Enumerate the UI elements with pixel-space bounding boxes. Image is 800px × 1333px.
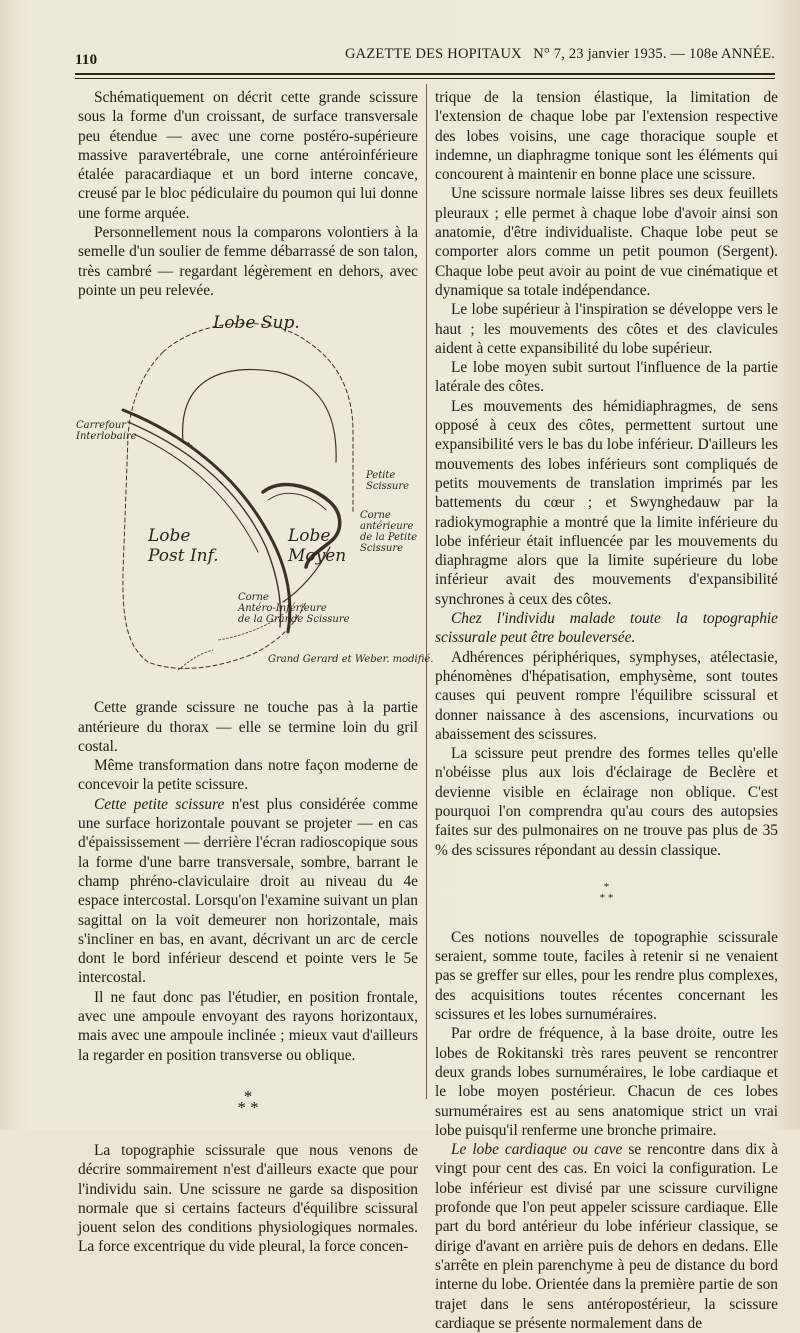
label-carrefour: Carrefour Interlobaire: [76, 420, 137, 443]
header-rule-thick: [75, 73, 775, 75]
paragraph: Schématiquement on décrit cette grande scissure sous la forme d'un croissant, de surface transversale peu étendue — avec une corne postéro-supérieure massive paravertébrale, une corne antéroinférieure étalée paracardiaque et un bord interne concave, creusé par le bloc pédiculaire du poumon qui lui donne une forme arquée.: [78, 89, 418, 222]
paragraph: Chez l'individu malade toute la topographie scissurale peut être bouleversée.: [435, 610, 778, 647]
page-number: 110: [75, 52, 98, 68]
lung-diagram: [68, 302, 418, 692]
label-corne-antero-inf: Corne Antéro-Inférieure de la Grande Scissure: [238, 592, 350, 626]
issue-info: N° 7, 23 janvier 1935. — 108e ANNÉE.: [533, 46, 775, 62]
paragraph: Ces notions nouvelles de topographie scissurale seraient, somme toute, faciles à retenir si ne venaient pas se greffer sur elles, pour les rendre plus complexes, des acquisitions toutes récentes concernant les scissures et les lobes surnuméraires.: [435, 928, 778, 1024]
figure-credit: Grand Gerard et Weber. modifié.: [268, 654, 434, 666]
header-rule-thin: [75, 78, 775, 79]
paragraph: Le lobe cardiaque ou cave se rencontre dans dix à vingt pour cent des cas. En voici la configuration. Le lobe inférieur est divisé par une scissure curviligne profonde que l'on peut appeler scissure cardiaque. Elle part du bord antérieur du lobe inférieur classique, se dirige d'avant en arrière puis de dehors en dedans. Elle s'arrête en plein parenchyme à peu de distance du bord interne du lobe. Orientée dans la première partie de son trajet dans le sens antéropostérieur, la scissure cardiaque se présente normalement dans de: [435, 1141, 778, 1332]
paragraph: Par ordre de fréquence, à la base droite, outre les lobes de Rokitanski très rares peuvent se rencontrer deux grands lobes surnuméraires, le lobe cardiaque et le lobe moyen postérieur. Chacun de ces lobes surnuméraires est au sens anatomique strict un vrai lobe puisqu'il renferme une bronche primaire.: [435, 1025, 778, 1139]
section-separator: * * *: [599, 880, 614, 904]
paragraph: Le lobe supérieur à l'inspiration se développe vers le haut ; les mouvements des côtes et des clavicules aident à cette expansibilité du lobe supérieur.: [435, 301, 778, 357]
section-separator: * * *: [237, 1086, 259, 1117]
paragraph: Il ne faut donc pas l'étudier, en position frontale, avec une ampoule envoyant des rayons horizontaux, mais avec une ampoule inclinée ; mieux vaut d'ailleurs la regarder en position transverse ou oblique.: [78, 988, 418, 1064]
right-column: [435, 88, 778, 1333]
paragraph: Les mouvements des hémidiaphragmes, de sens opposé à ceux des côtes, permettent surtout une expansibilité vers le bas du lobe inférieur. D'ailleurs les mouvements des lobes inférieurs sont compliqués de petits mouvements de translation imprimés par les battements du cœur ; et Swynghedauw par la radiokymographie a montré que la limite inférieure du lobe inférieur était influencée par les mouvements du diaphragme alors que la limite supérieure du lobe inférieur avait des mouvements d'expansibilité synchrones à ceux des côtes.: [435, 397, 778, 608]
label-lobe-post-inf: Lobe Post Inf.: [148, 526, 219, 566]
journal-title: GAZETTE DES HOPITAUX: [345, 46, 522, 62]
label-lobe-sup: Lobe Sup.: [213, 313, 300, 334]
paragraph: Le lobe moyen subit surtout l'influence de la partie latérale des côtes.: [435, 359, 778, 396]
upper-dome: [183, 370, 337, 462]
column-separator: [426, 84, 427, 1099]
running-header: [75, 46, 775, 68]
label-lobe-moyen: Lobe Moyen: [288, 526, 347, 566]
label-petite-scissure: Petite Scissure: [366, 470, 410, 493]
paragraph: Même transformation dans notre façon moderne de concevoir la petite scissure.: [78, 757, 418, 794]
paragraph: Cette grande scissure ne touche pas à la partie antérieure du thorax — elle se termine loin du gril costal.: [78, 699, 418, 755]
paragraph: La topographie scissurale que nous venons de décrire sommairement n'est d'ailleurs exacte que pour l'individu sain. Une scissure ne garde sa disposition normale que si certains facteurs d'équilibre scissural jouent selon des conditions physiologiques normales. La force excentrique du vide pleural, la force concen-: [78, 1141, 418, 1256]
paragraph: La scissure peut prendre des formes telles qu'elle n'obéisse plus aux lois d'éclairage de Beclère et devienne visible en éclairage non oblique. C'est pourquoi l'on comprendra qu'au cours des autopsies faites sur des pulmonaires on ne trouve pas plus de 35 % des scissures répondant au dessin classique.: [435, 745, 778, 859]
lung-scissure-figure: [76, 302, 434, 692]
paragraph: Cette petite scissure n'est plus considérée comme une surface horizontale pouvant se projeter — en cas d'épaississement — derrière l'écran radioscopique sous la forme d'une barre transversale, sombre, barrant le champ phréno-claviculaire droit au niveau du 4e espace intercostal. Lorsqu'on l'examine suivant un plan sagittal on la voit demeurer non horizontale, mais s'incliner en bas, en avant, décrivant un arc de cercle dont le bord inférieur descend et pointe vers le 5e intercostal.: [78, 795, 418, 987]
paragraph: Adhérences périphériques, symphyses, atélectasie, phénomènes d'hépatisation, emphysème, sont toutes causes qui peuvent rompre l'équilibre scissural et donner naissance à des ascensions, incurvations ou abaissement des scissures.: [435, 648, 778, 743]
paragraph: Une scissure normale laisse libres ses deux feuillets pleuraux ; elle permet à chaque lobe d'avoir ainsi son anatomie, d'être individualiste. Chaque lobe peut se comporter alors comme un petit poumon (Sergent). Chaque lobe peut avoir au point de vue cinématique et dynamique sa totale indépendance.: [435, 185, 778, 299]
paragraph: trique de la tension élastique, la limitation de l'extension de chaque lobe par l'extension respective des lobes voisins, une cage thoracique souple et indemne, un diaphragme tonique sont les éléments qui concourent à maintenir en bonne place une scissure.: [435, 89, 778, 184]
label-corne-anterieure: Corne antérieure de la Petite Scissure: [360, 510, 418, 555]
left-column: [76, 88, 434, 1257]
paragraph: Personnellement nous la comparons volontiers à la semelle d'un soulier de femme débarrassé de son talon, très cambré — regardant légèrement en dehors, avec pointe un peu relevée.: [78, 224, 418, 299]
